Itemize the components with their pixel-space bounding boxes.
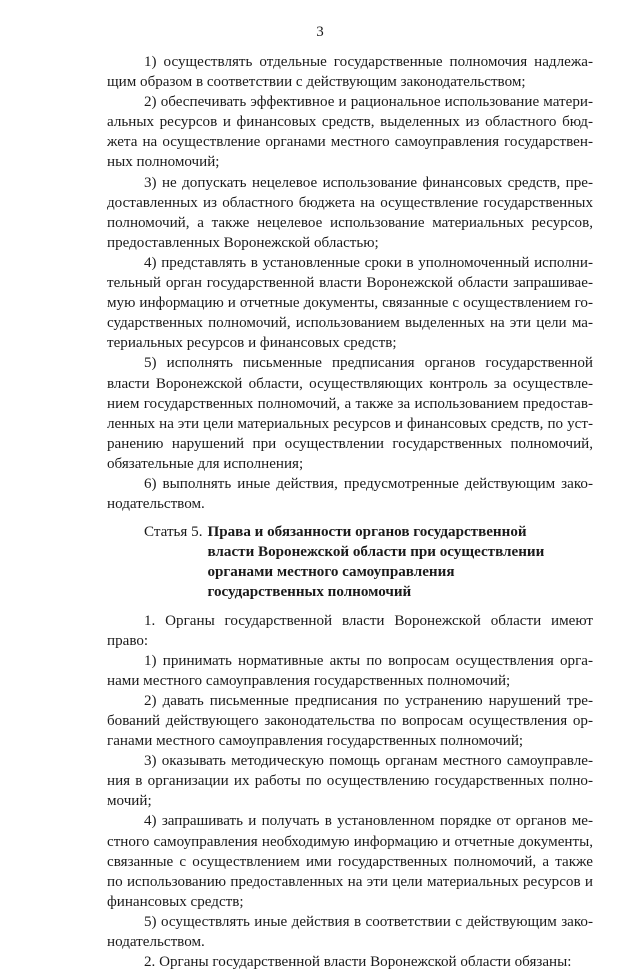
- document-body: [107, 52, 593, 972]
- paragraph-duty-4: 4) представлять в установленные сроки в уполномоченный исполнительный орган государственной власти Воронежской области запрашиваемую информацию и отчетные документы, связанные с осуществлением государственных полномочий, использованием выделенных на эти цели материальных ресурсов и финансовых средств;: [107, 254, 593, 352]
- paragraph-duty-5: 5) исполнять письменные предписания органов государственной власти Воронежской области, осуществляющих контроль за осуществлением государственных полномочий, а также за использованием предоставленных на эти цели материальных ресурсов и финансовых средств, по устранению нарушений при осуществлении государственных полномочий, обязательные для исполнения;: [107, 355, 593, 472]
- paragraph-right-1: 1) принимать нормативные акты по вопросам осуществления органами местного самоуправления государственных полномочий;: [107, 652, 593, 689]
- paragraph-duty-1: 1) осуществлять отдельные государственные полномочия надлежащим образом в соответствии с действующим законодательством;: [107, 54, 593, 91]
- paragraph-rights-intro: 1. Органы государственной власти Воронежской области имеют право:: [107, 612, 593, 649]
- paragraph-duty-6: 6) выполнять иные действия, предусмотренные действующим законодательством.: [107, 475, 593, 513]
- article-label: Статья 5.: [144, 524, 203, 541]
- paragraph-obligations-intro: 2. Органы государственной власти Воронежской области обязаны:: [144, 954, 572, 971]
- page-number: 3: [316, 24, 324, 40]
- paragraph-duty-2: 2) обеспечивать эффективное и рациональное использование материальных ресурсов и финансовых средств, выделенных из областного бюджета на осуществление органами местного самоуправления государственных полномочий;: [107, 94, 593, 171]
- paragraph-right-4: 4) запрашивать и получать в установленном порядке от органов местного самоуправления необходимую информацию и отчетные документы, связанные с осуществлением ими государственных полномочий, а также по использованию предоставленных на эти цели материальных ресурсов и финансовых средств;: [107, 813, 593, 910]
- paragraph-duty-3: 3) не допускать нецелевое использование финансовых средств, предоставленных из областного бюджета на осуществление государственных полномочий, а также нецелевое использование материальных ресурсов, предоставленных Воронежской областью;: [107, 174, 593, 251]
- paragraph-right-2: 2) давать письменные предписания по устранению нарушений требований действующего законодательства по вопросам осуществления органами местного самоуправления государственных полномочий;: [107, 692, 593, 750]
- paragraph-right-5: 5) осуществлять иные действия в соответствии с действующим законодательством.: [107, 913, 593, 951]
- article-title: Права и обязанности органов государственной власти Воронежской области при осуществлении органами местного самоуправления государственных полномочий: [207, 524, 545, 601]
- paragraph-right-3: 3) оказывать методическую помощь органам местного самоуправления в организации их работы по осуществлению государственных полномочий;: [107, 753, 593, 810]
- article-heading: [107, 522, 593, 602]
